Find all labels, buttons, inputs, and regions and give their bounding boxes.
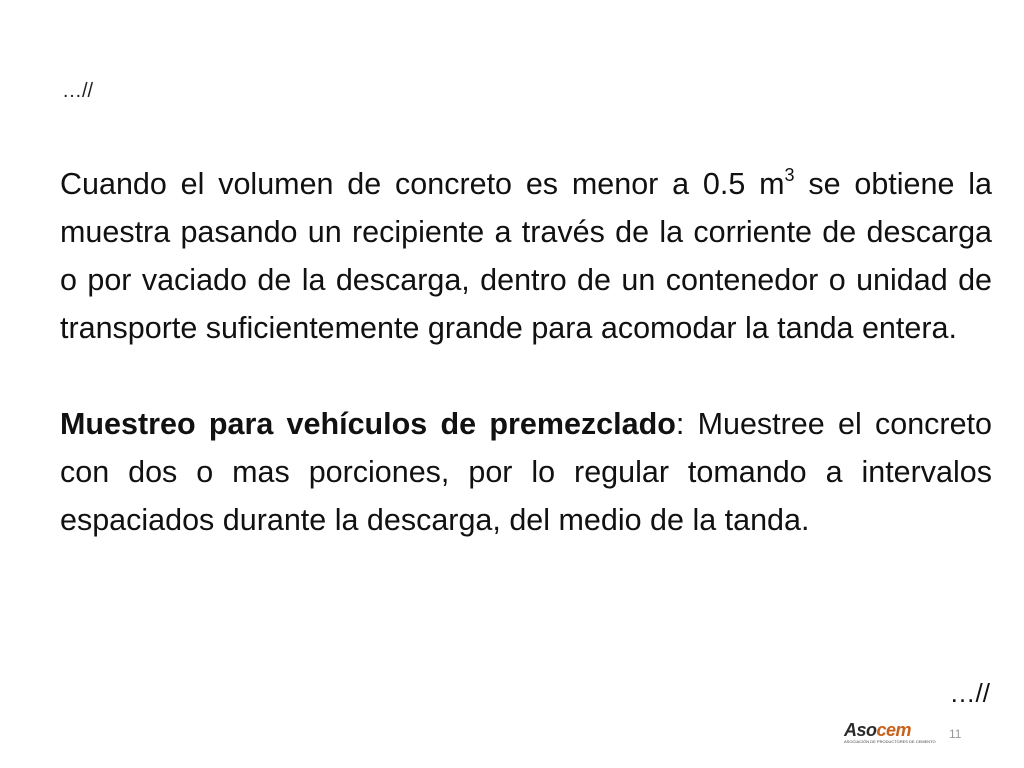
continuation-marker-top: …// — [62, 80, 94, 102]
continuation-marker-bottom: …// — [949, 678, 990, 708]
paragraph-2-heading: Muestreo para vehículos de premezclado — [60, 407, 676, 441]
paragraph-1-text-end: se obtiene la muestra pasando un recipiente a través de la corriente de descarga o por vaciado de la descarga, dentro de un contenedor o unidad de transporte suficientemente grande para acomodar la tanda entera. — [60, 167, 993, 345]
paragraph-ready-mix-sampling — [60, 400, 992, 544]
logo-wordmark — [844, 720, 911, 741]
page-number: 11 — [949, 727, 962, 741]
logo-prefix: Aso — [844, 720, 877, 740]
paragraph-sampling-small-volume — [60, 160, 992, 352]
superscript-cubic: 3 — [784, 165, 795, 185]
logo-accent: cem — [876, 720, 912, 740]
slide-body — [60, 160, 992, 544]
logo-tagline: ASOCIACIÓN DE PRODUCTORES DE CEMENTO — [844, 739, 936, 744]
paragraph-1-text-start: Cuando el volumen de concreto es menor a 0.5 m — [60, 167, 785, 201]
paragraph-2-text: : Muestree el concreto con dos o mas porciones, por lo regular tomando a intervalos espaciados durante la descarga, del medio de la tanda. — [60, 407, 992, 537]
asocem-logo — [844, 720, 944, 746]
